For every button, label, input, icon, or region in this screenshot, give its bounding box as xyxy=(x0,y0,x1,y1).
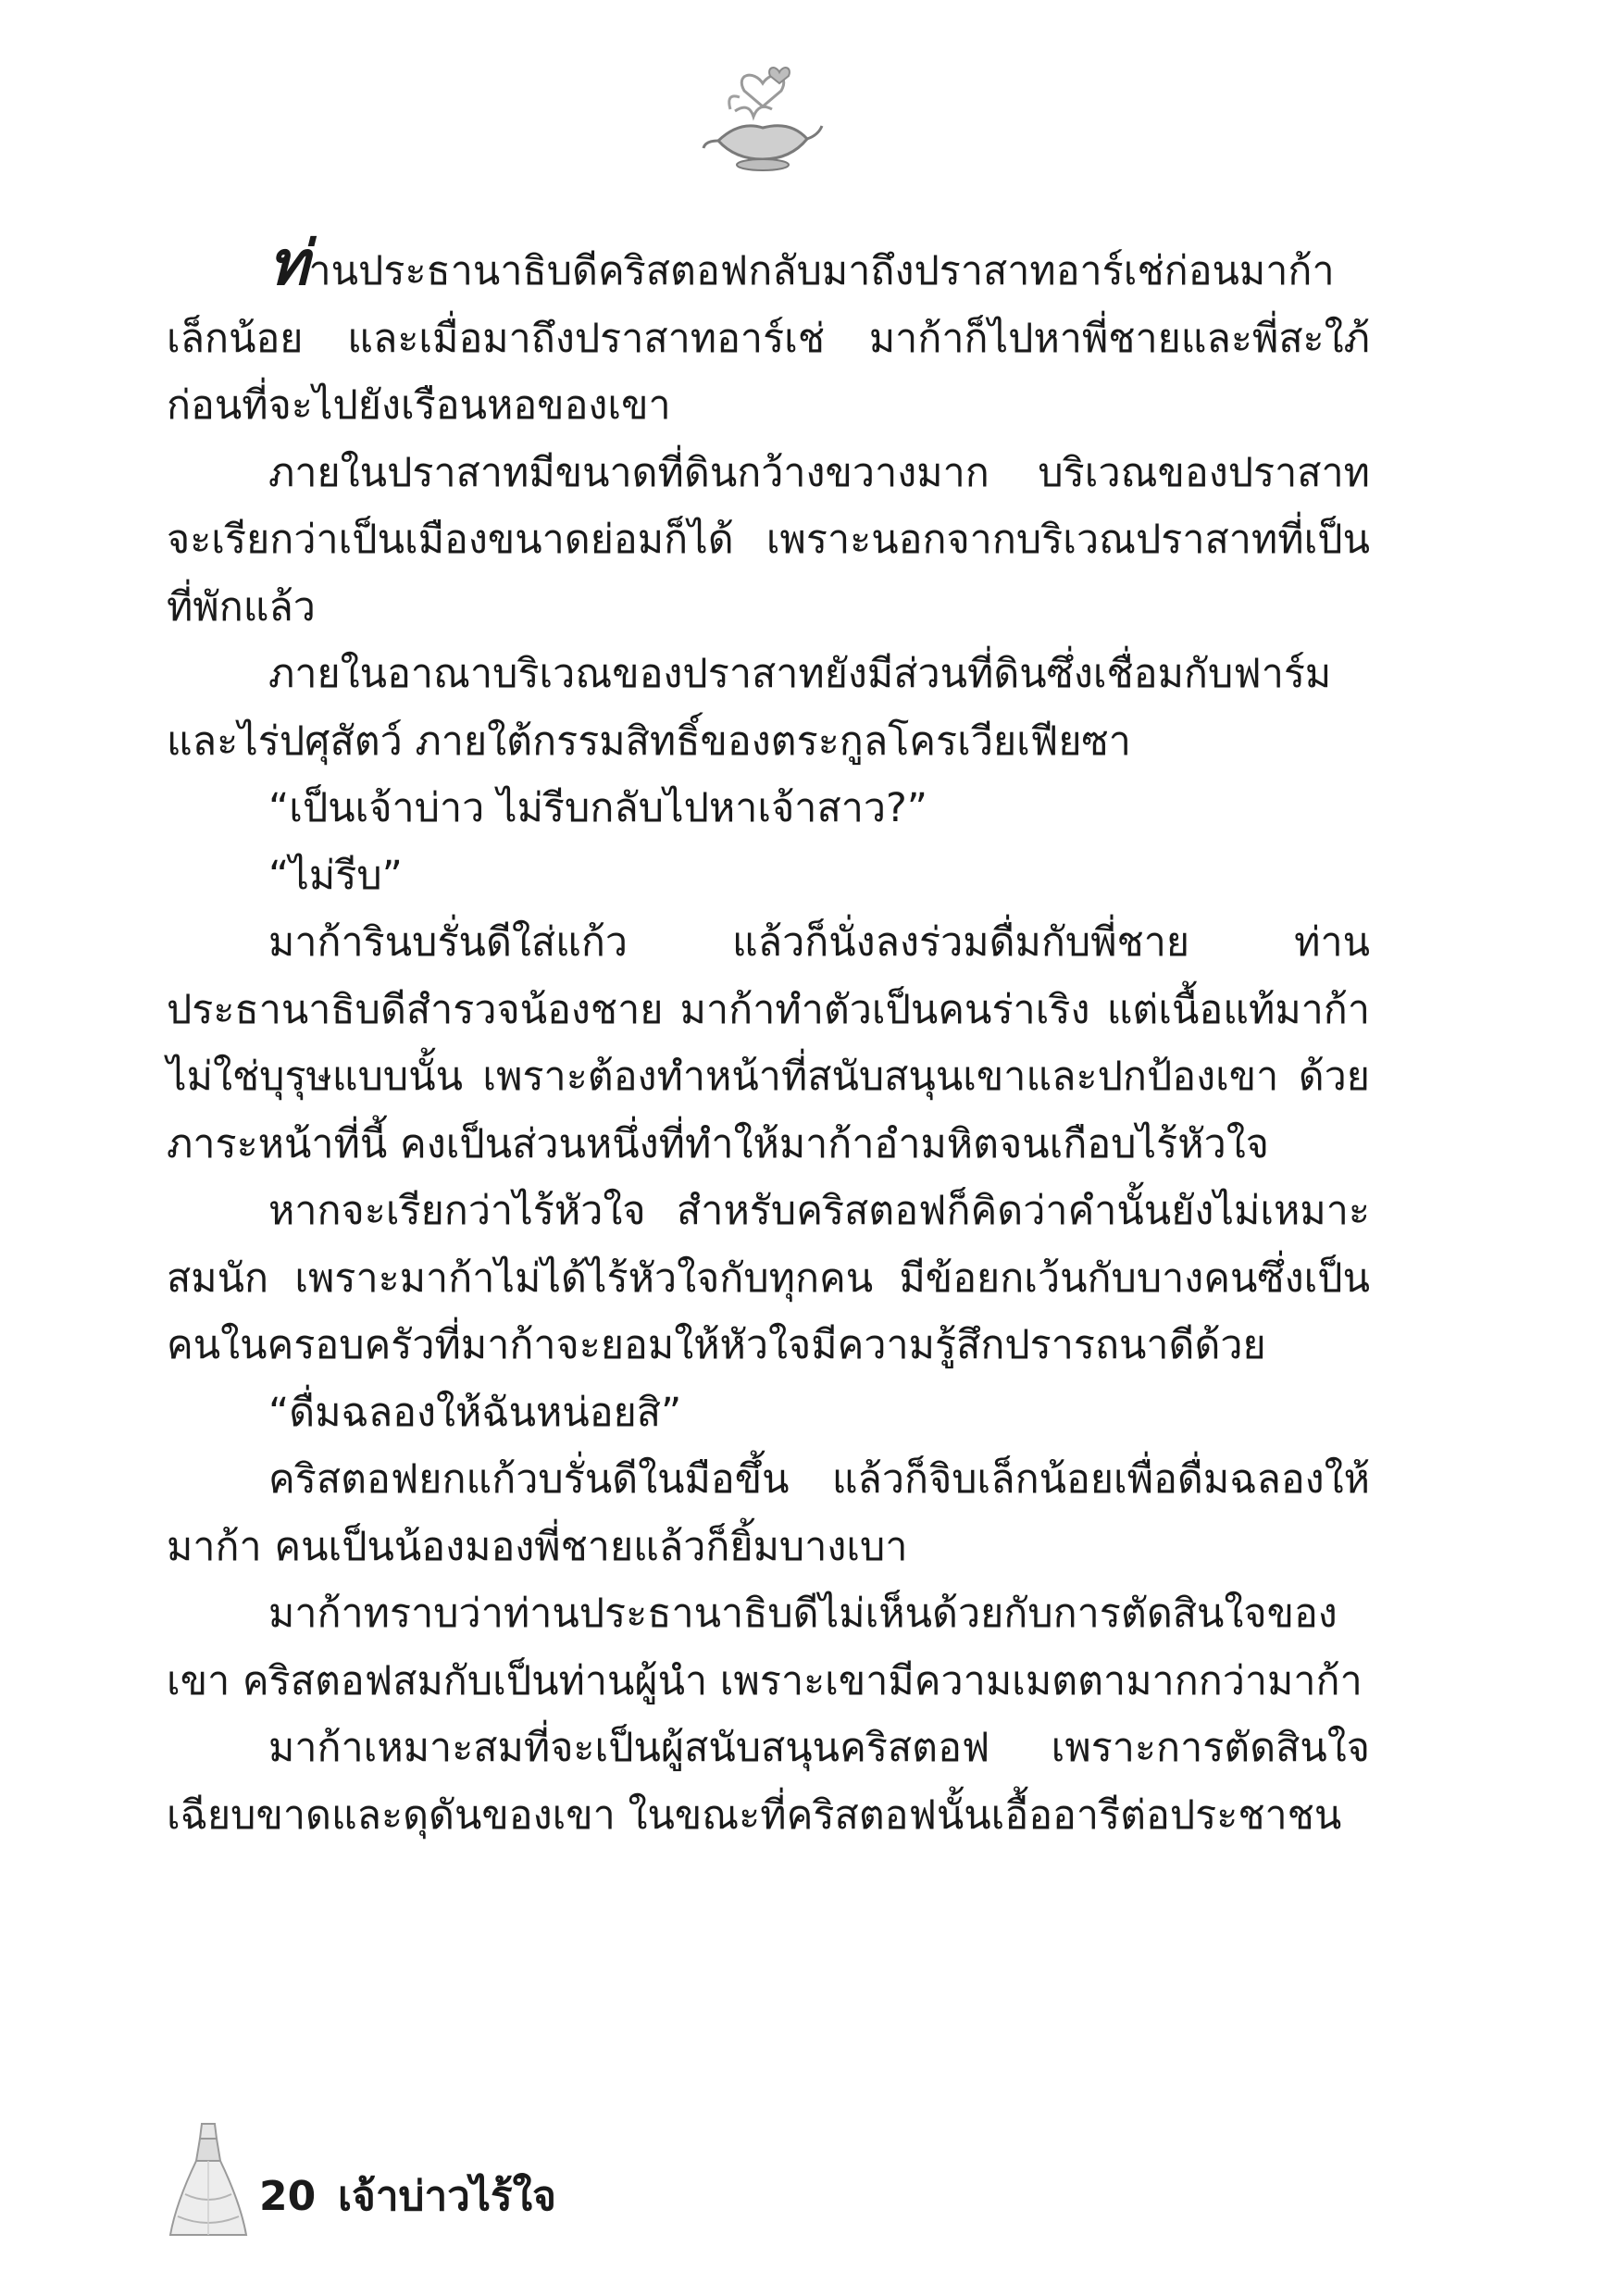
page-number: 20 xyxy=(259,2173,317,2220)
paragraph: “ไม่รีบ” xyxy=(268,852,403,899)
wedding-dress-icon xyxy=(167,2120,250,2240)
paragraph: “ดื่มฉลองให้ฉันหน่อยสิ” xyxy=(268,1389,682,1436)
paragraph: คริสตอฟยกแก้วบรั่นดีในมือขึ้น แล้วก็จิบเล็กน้อยเพื่อดื่มฉลองให้มาก้า คนเป็นน้องมองพี่ชายแล้วก็ยิ้มบางเบา xyxy=(167,1456,1370,1570)
drop-cap: ท่ xyxy=(268,228,309,299)
paragraph: หากจะเรียกว่าไร้หัวใจ สำหรับคริสตอฟก็คิดว่าคำนั้นยังไม่เหมาะสมนัก เพราะมาก้าไม่ได้ไร้หัวใจกับทุกคน มีข้อยกเว้นกับบางคนซึ่งเป็นคนในครอบครัวที่มาก้าจะยอมให้หัวใจมีความรู้สึกปรารถนาดีด้วย xyxy=(167,1188,1370,1368)
paragraph: ภายในอาณาบริเวณของปราสาทยังมีส่วนที่ดินซึ่งเชื่อมกับฟาร์มและไร่ปศุสัตว์ ภายใต้กรรมสิทธิ์ของตระกูลโครเวียเฟียซา xyxy=(167,651,1332,765)
paragraph: มาก้าทราบว่าท่านประธานาธิบดีไม่เห็นด้วยกับการตัดสินใจของเขา คริสตอฟสมกับเป็นท่านผู้นำ เพราะเขามีความเมตตามากกว่ามาก้า xyxy=(167,1591,1363,1704)
paragraph: ภายในปราสาทมีขนาดที่ดินกว้างขวางมาก บริเวณของปราสาทจะเรียกว่าเป็นเมืองขนาดย่อมก็ได้ เพราะนอกจากบริเวณปราสาทที่เป็นที่พักแล้ว xyxy=(167,449,1370,630)
paragraph xyxy=(167,228,1370,440)
body-text xyxy=(167,228,1370,1849)
paragraph-text: านประธานาธิบดีคริสตอฟกลับมาถึงปราสาทอาร์เช่ก่อนมาก้าเล็กน้อย และเมื่อมาถึงปราสาทอาร์เช่ มาก้าก็ไปหาพี่ชายและพี่สะใภ้ก่อนที่จะไปยังเรือนหอของเขา xyxy=(167,248,1370,429)
paragraph: มาก้าเหมาะสมที่จะเป็นผู้สนับสนุนคริสตอฟ เพราะการตัดสินใจเฉียบขาดและดุดันของเขา ในขณะที่คริสตอฟนั้นเอื้ออารีต่อประชาชน xyxy=(167,1725,1370,1839)
book-title: เจ้าบ่าวไร้ใจ xyxy=(338,2173,556,2220)
page-footer xyxy=(167,2120,815,2240)
paragraph: มาก้ารินบรั่นดีใส่แก้ว แล้วก็นั่งลงร่วมดื่มกับพี่ชาย ท่านประธานาธิบดีสำรวจน้องชาย มาก้าทำตัวเป็นคนร่าเริง แต่เนื้อแท้มาก้าไม่ใช่บุรุษแบบนั้น เพราะต้องทำหน้าที่สนับสนุนเขาและปกป้องเขา ด้วยภาระหน้าที่นี้ คงเป็นส่วนหนึ่งที่ทำให้มาก้าอำมหิตจนเกือบไร้หัวใจ xyxy=(167,919,1370,1167)
paragraph: “เป็นเจ้าบ่าว ไม่รีบกลับไปหาเจ้าสาว?” xyxy=(268,785,928,831)
teapot-cupid-icon xyxy=(698,56,828,185)
